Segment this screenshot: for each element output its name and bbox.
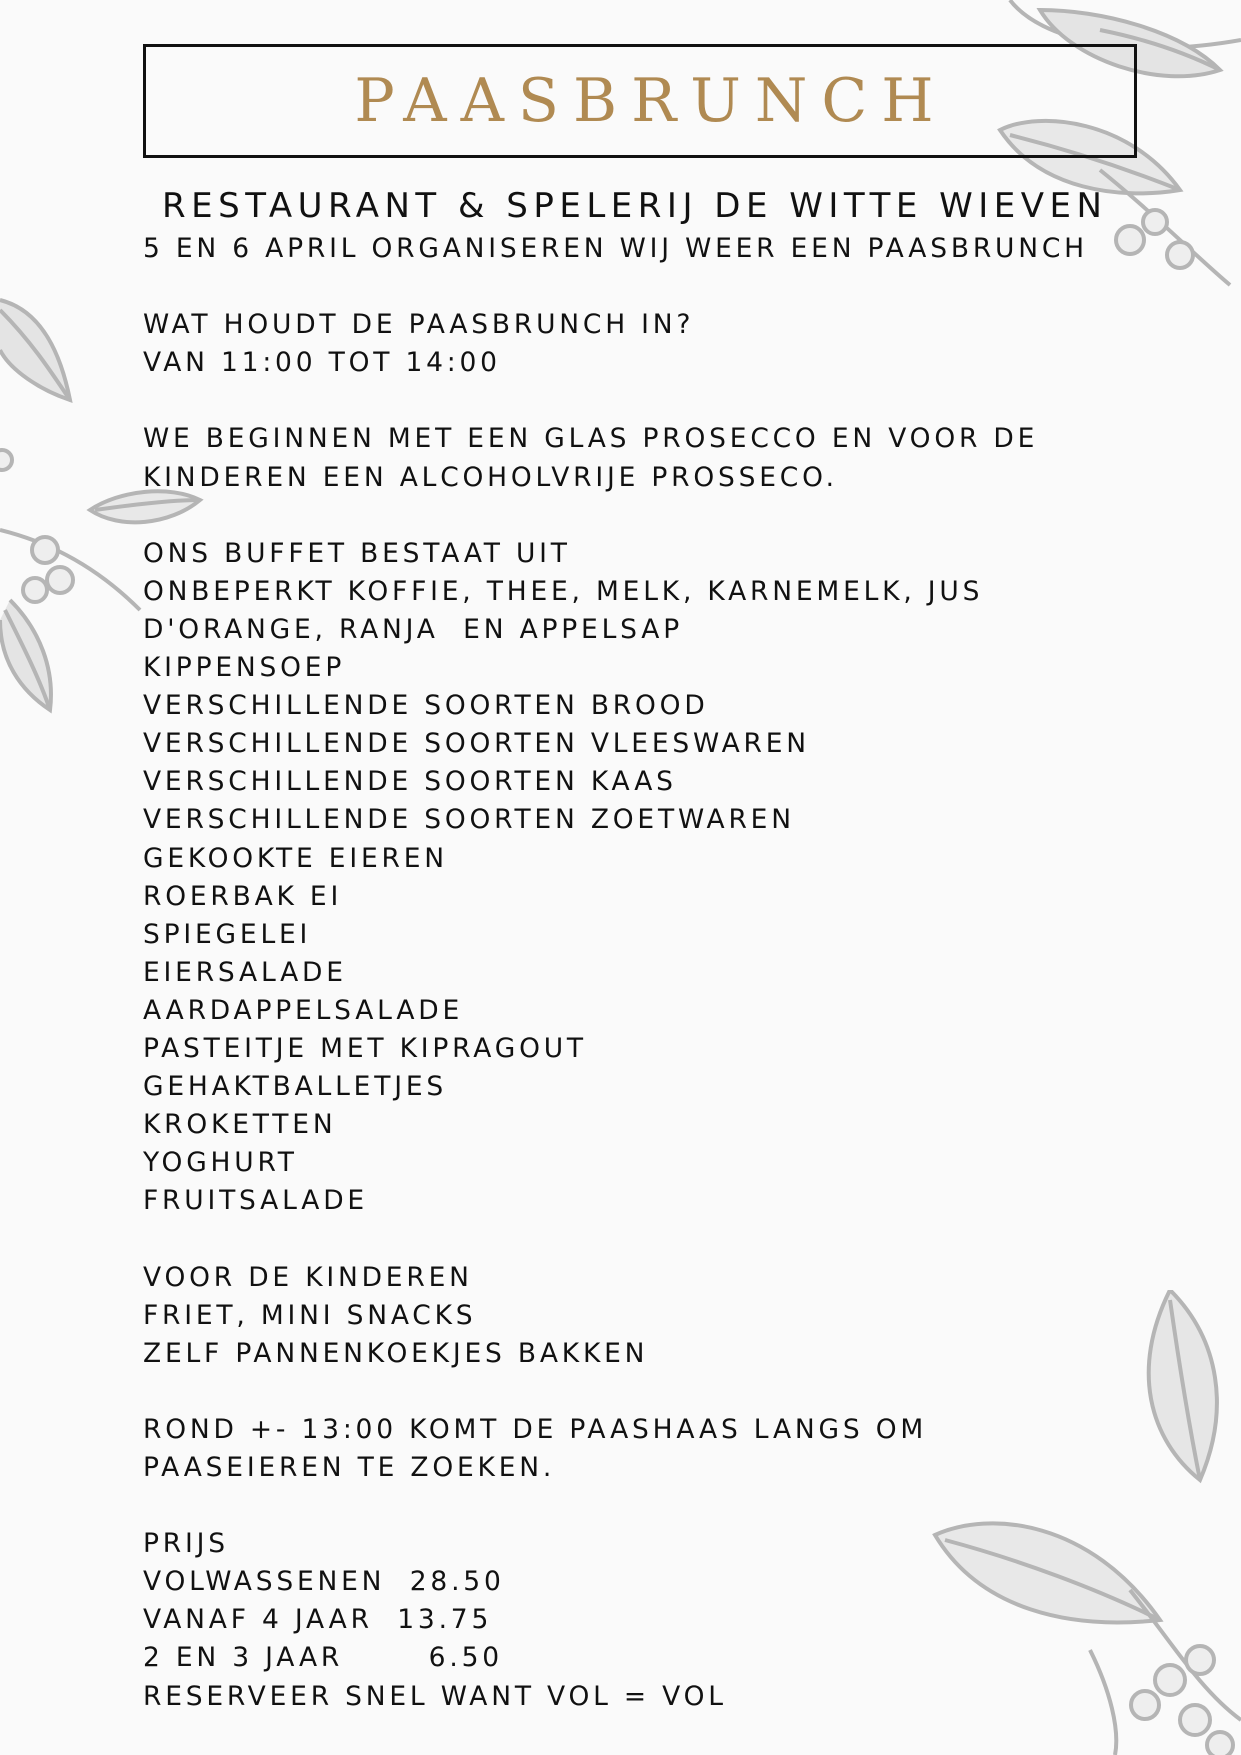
buffet-item: FRUITSALADE	[143, 1185, 368, 1217]
price-row: VOLWASSENEN 28.50	[143, 1566, 505, 1598]
info-question: WAT HOUDT DE PAASBRUNCH IN?	[143, 309, 695, 341]
spacer	[143, 1373, 1103, 1411]
easter-bunny-line: ROND +- 13:00 KOMT DE PAASHAAS LANGS OM	[143, 1413, 928, 1445]
buffet-item: KROKETTEN	[143, 1109, 337, 1141]
buffet-item: VERSCHILLENDE SOORTEN KAAS	[143, 766, 677, 798]
buffet-item: AARDAPPELSALADE	[143, 994, 464, 1026]
reservation-note: RESERVEER SNEL WANT VOL = VOL	[143, 1680, 727, 1712]
welcome-line: WE BEGINNEN MET EEN GLAS PROSECCO EN VOOR DE	[143, 423, 1039, 455]
spacer	[143, 1220, 1103, 1258]
info-time: VAN 11:00 TOT 14:00	[143, 347, 501, 379]
title-frame	[143, 44, 1137, 158]
buffet-item: VERSCHILLENDE SOORTEN VLEESWAREN	[143, 728, 810, 760]
buffet-item: YOGHURT	[143, 1147, 298, 1179]
buffet-item: KIPPENSOEP	[143, 652, 346, 684]
buffet-heading: ONS BUFFET BESTAAT UIT	[143, 537, 571, 569]
kids-item: FRIET, MINI SNACKS	[143, 1299, 477, 1331]
spacer	[143, 382, 1103, 420]
kids-item: ZELF PANNENKOEKJES BAKKEN	[143, 1337, 649, 1369]
spacer	[143, 497, 1103, 535]
buffet-item: SPIEGELEI	[143, 918, 312, 950]
buffet-item: GEHAKTBALLETJES	[143, 1071, 447, 1103]
price-row: VANAF 4 JAAR 13.75	[143, 1604, 493, 1636]
buffet-item: VERSCHILLENDE SOORTEN ZOETWAREN	[143, 804, 795, 836]
buffet-item: ONBEPERKT KOFFIE, THEE, MELK, KARNEMELK, JUS	[143, 575, 984, 607]
spacer	[143, 268, 1103, 306]
buffet-item: EIERSALADE	[143, 956, 347, 988]
kids-heading: VOOR DE KINDEREN	[143, 1261, 473, 1293]
welcome-line: KINDEREN EEN ALCOHOLVRIJE PROSSECO.	[143, 461, 838, 493]
price-heading: PRIJS	[143, 1528, 229, 1560]
buffet-item: VERSCHILLENDE SOORTEN BROOD	[143, 690, 709, 722]
buffet-item: ROERBAK EI	[143, 880, 343, 912]
buffet-item: D'ORANGE, RANJA EN APPELSAP	[143, 613, 683, 645]
buffet-item: PASTEITJE MET KIPRAGOUT	[143, 1032, 587, 1064]
page-title: PAASBRUNCH	[354, 66, 948, 136]
spacer	[143, 1487, 1103, 1525]
restaurant-name: RESTAURANT & SPELERIJ DE WITTE WIEVEN	[162, 186, 1108, 226]
menu-body	[143, 230, 1103, 1716]
buffet-item: GEKOOKTE EIEREN	[143, 842, 448, 874]
intro-line: 5 EN 6 APRIL ORGANISEREN WIJ WEER EEN PAASBRUNCH	[143, 233, 1088, 264]
easter-bunny-line: PAASEIEREN TE ZOEKEN.	[143, 1452, 556, 1483]
price-row: 2 EN 3 JAAR 6.50	[143, 1642, 503, 1674]
